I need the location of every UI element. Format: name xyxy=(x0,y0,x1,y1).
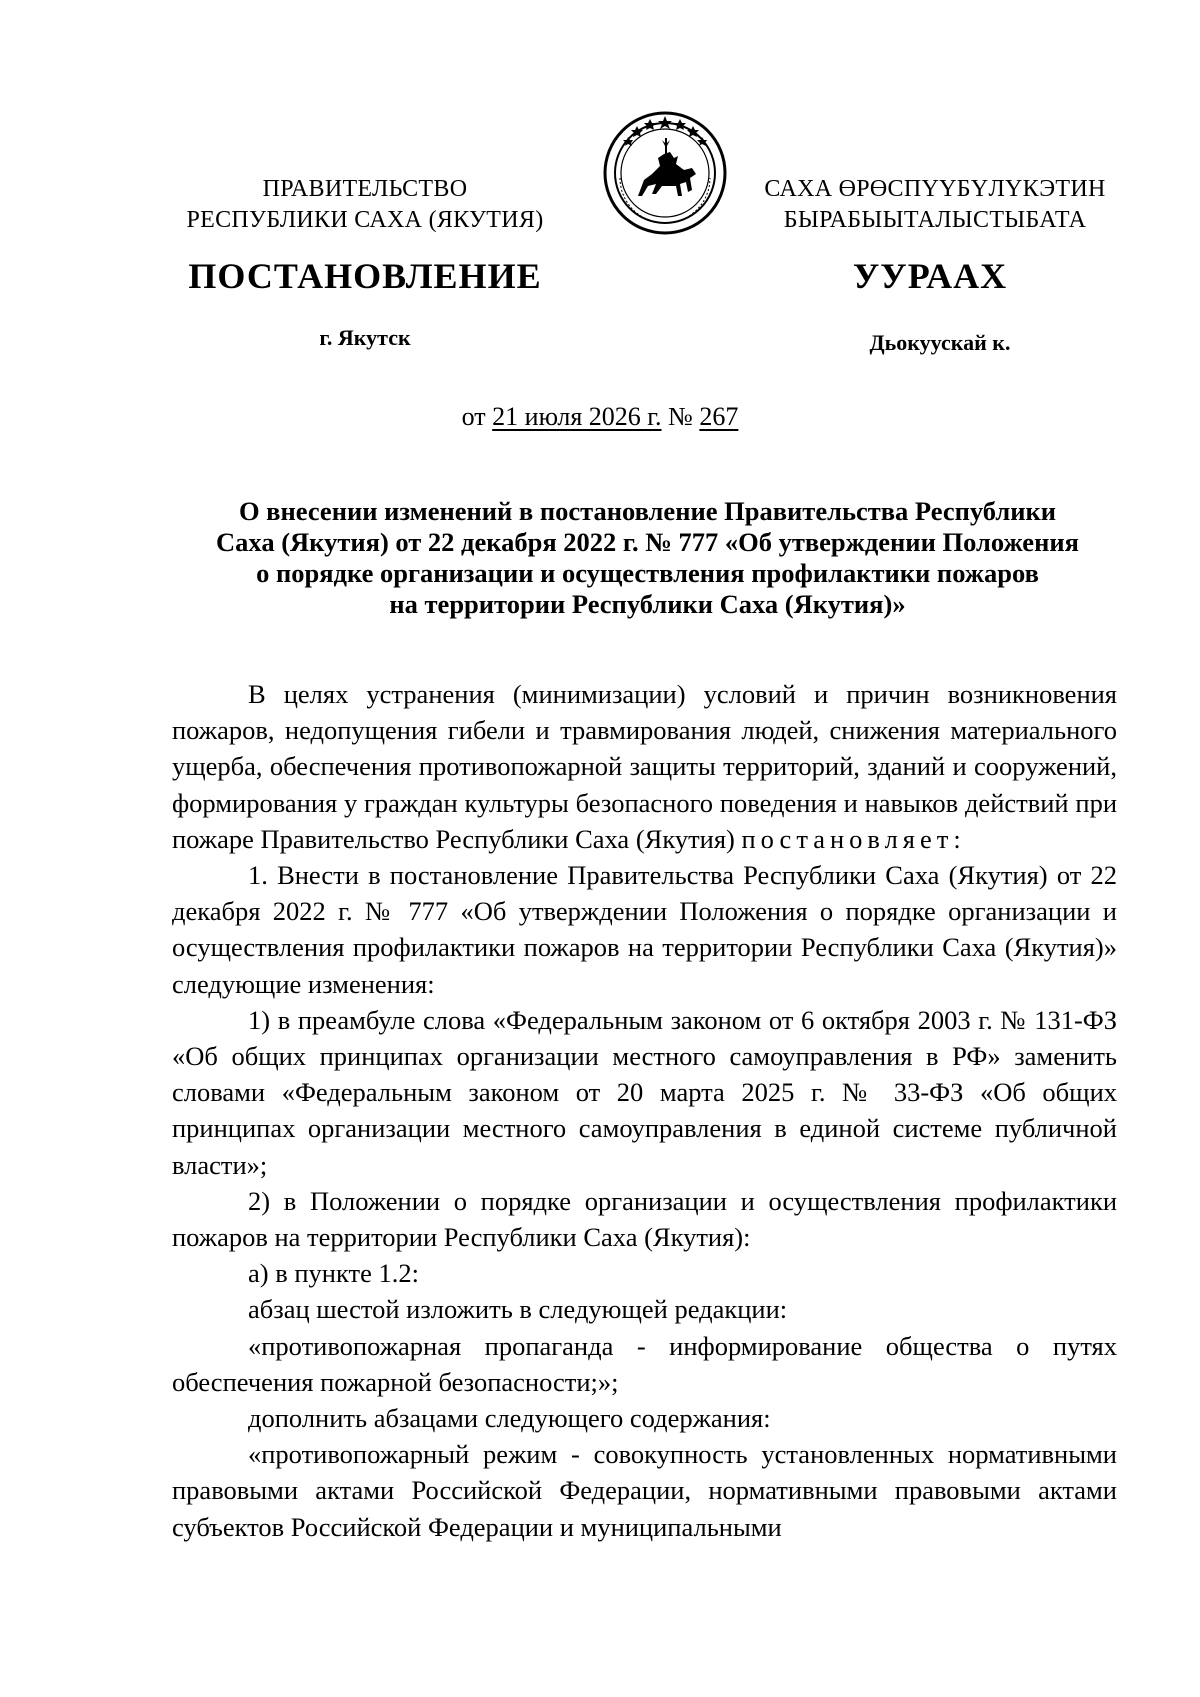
subitem-a-paragraph: а) в пункте 1.2: xyxy=(248,1258,419,1289)
document-body xyxy=(172,676,1117,1545)
title-line1: О внесении изменений в постановление Правительства Республики xyxy=(238,496,1057,526)
fire-regime-definition: «противопожарный режим - совокупность установленных нормативными правовыми актами Российской Федерации, нормативными правовыми актами субъектов Российской Федерации и муниципальными xyxy=(172,1439,1117,1542)
item-1-paragraph: 1. Внести в постановление Правительства Республики Саха (Якутия) от 22 декабря 2022 г. № 777 «Об утверждении Положения о порядке организации и осуществления профилактики пожаров на территории Республики Саха (Якутия)» следующие изменения: xyxy=(172,860,1117,999)
left-org-line2: РЕСПУБЛИКИ САХА (ЯКУТИЯ) xyxy=(186,207,544,233)
title-line4: на территории Республики Саха (Якутия)» xyxy=(389,589,906,619)
document-title xyxy=(165,496,1130,620)
right-org-line1: САХА ӨРӨСПҮҮБҮЛҮКЭТИН xyxy=(764,176,1106,202)
title-line2: Саха (Якутия) от 22 декабря 2022 г. № 777 «Об утверждении Положения xyxy=(216,527,1079,557)
decree-date: 21 июля 2026 г. xyxy=(492,402,662,431)
decree-dateline xyxy=(0,402,1200,432)
resolves-word: постановляет: xyxy=(741,823,966,854)
city-yakut: Дьокуускай к. xyxy=(869,330,1011,355)
title-line3: о порядке организации и осуществления профилактики пожаров xyxy=(256,558,1039,588)
decree-type-yakut: УУРААХ xyxy=(852,256,1008,296)
decree-number: 267 xyxy=(699,402,739,431)
dateline-prefix: от xyxy=(461,402,486,431)
city-russian: г. Якутск xyxy=(319,325,411,350)
subitem-1-paragraph: 1) в преамбуле слова «Федеральным законом от 6 октября 2003 г. № 131-ФЗ «Об общих принципах организации местного самоуправления в РФ» заменить словами «Федеральным законом от 20 марта 2025 г. № 33-ФЗ «Об общих принципах организации местного самоуправления в единой системе публичной власти»; xyxy=(172,1004,1117,1180)
paragraph-six-instruction: абзац шестой изложить в следующей редакции: xyxy=(248,1294,788,1325)
preamble-text: В целях устранения (минимизации) условий и причин возникновения пожаров, недопущения гибели и травмирования людей, снижения материального ущерба, обеспечения противопожарной защиты территорий, зданий и сооружений, формирования у граждан культуры безопасного поведения и навыков действий при пожаре Правительство Республики Саха (Якутия) xyxy=(172,679,1117,854)
preamble-paragraph xyxy=(172,676,1117,857)
subitem-2-paragraph: 2) в Положении о порядке организации и осуществления профилактики пожаров на территории Республики Саха (Якутия): xyxy=(172,1185,1117,1253)
propaganda-definition: «противопожарная пропаганда - информирование общества о путях обеспечения пожарной безопасности;»; xyxy=(172,1330,1117,1397)
add-paragraphs-instruction: дополнить абзацами следующего содержания: xyxy=(248,1403,771,1434)
right-org-line2: БЫРАБЫЫТАЛЫСТЫБАТА xyxy=(783,207,1087,233)
decree-type-russian: ПОСТАНОВЛЕНИЕ xyxy=(188,256,542,296)
right-organization-name xyxy=(735,174,1135,236)
coat-of-arms-emblem xyxy=(600,108,730,238)
number-sign: № xyxy=(668,402,693,431)
left-organization-name xyxy=(150,174,580,236)
left-org-line1: ПРАВИТЕЛЬСТВО xyxy=(262,176,468,202)
